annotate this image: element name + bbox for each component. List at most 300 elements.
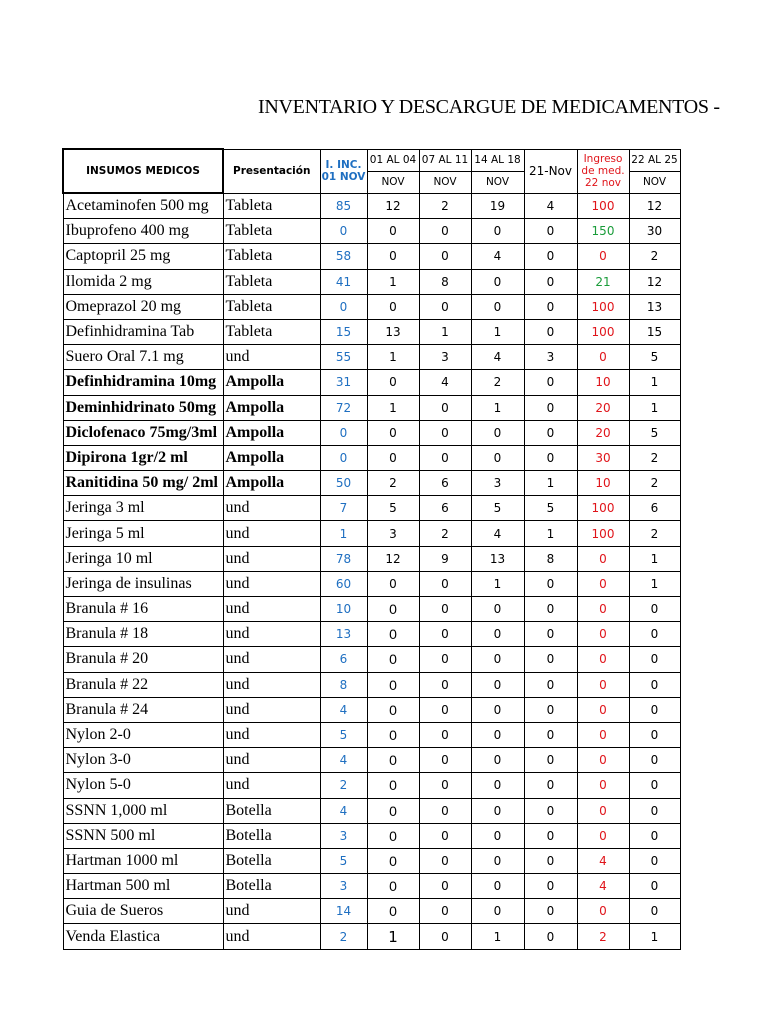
cell-pres: und — [223, 773, 320, 798]
table-body — [63, 193, 680, 949]
cell-p3: 0 — [471, 445, 524, 470]
cell-p2: 0 — [419, 571, 471, 596]
cell-p3: 0 — [471, 697, 524, 722]
cell-ingreso: 100 — [577, 294, 629, 319]
cell-nov21: 0 — [524, 899, 577, 924]
cell-name: Suero Oral 7.1 mg — [63, 345, 223, 370]
cell-p5: 0 — [629, 899, 680, 924]
cell-name: Branula # 20 — [63, 647, 223, 672]
cell-p3: 0 — [471, 773, 524, 798]
cell-nov21: 0 — [524, 244, 577, 269]
cell-p3: 5 — [471, 496, 524, 521]
cell-name: Dipirona 1gr/2 ml — [63, 445, 223, 470]
cell-pres: und — [223, 672, 320, 697]
table-row — [63, 445, 680, 470]
cell-p1: 0 — [367, 571, 419, 596]
cell-nov21: 0 — [524, 924, 577, 949]
cell-ingreso: 0 — [577, 546, 629, 571]
cell-p1: 0 — [367, 874, 419, 899]
cell-inc: 0 — [320, 445, 367, 470]
cell-p2: 1 — [419, 319, 471, 344]
table-row — [63, 546, 680, 571]
cell-inc: 15 — [320, 319, 367, 344]
cell-ingreso: 100 — [577, 521, 629, 546]
cell-inc: 3 — [320, 874, 367, 899]
cell-inc: 4 — [320, 798, 367, 823]
cell-nov21: 0 — [524, 219, 577, 244]
cell-p2: 0 — [419, 848, 471, 873]
cell-p5: 1 — [629, 546, 680, 571]
cell-ingreso: 0 — [577, 773, 629, 798]
cell-p3: 0 — [471, 848, 524, 873]
cell-inc: 50 — [320, 471, 367, 496]
cell-name: Branula # 24 — [63, 697, 223, 722]
cell-p3: 0 — [471, 874, 524, 899]
cell-nov21: 0 — [524, 445, 577, 470]
header-period-1: 01 AL 04 — [367, 149, 419, 171]
cell-pres: Tableta — [223, 294, 320, 319]
cell-nov21: 0 — [524, 395, 577, 420]
cell-ingreso: 0 — [577, 697, 629, 722]
table-row — [63, 395, 680, 420]
cell-ingreso: 21 — [577, 269, 629, 294]
cell-pres: Ampolla — [223, 471, 320, 496]
cell-p2: 2 — [419, 193, 471, 219]
table-row — [63, 672, 680, 697]
table-row — [63, 294, 680, 319]
cell-p1: 12 — [367, 193, 419, 219]
table-row — [63, 798, 680, 823]
cell-inc: 14 — [320, 899, 367, 924]
cell-ingreso: 10 — [577, 370, 629, 395]
cell-pres: Ampolla — [223, 395, 320, 420]
cell-pres: und — [223, 571, 320, 596]
table-row — [63, 697, 680, 722]
cell-p1: 1 — [367, 395, 419, 420]
cell-ingreso: 30 — [577, 445, 629, 470]
table-row — [63, 496, 680, 521]
cell-p2: 0 — [419, 798, 471, 823]
cell-nov21: 0 — [524, 647, 577, 672]
cell-name: Ibuprofeno 400 mg — [63, 219, 223, 244]
table-row — [63, 722, 680, 747]
cell-p2: 4 — [419, 370, 471, 395]
cell-name: SSNN 1,000 ml — [63, 798, 223, 823]
cell-nov21: 8 — [524, 546, 577, 571]
cell-name: Captopril 25 mg — [63, 244, 223, 269]
header-period-5: 22 AL 25 — [629, 149, 680, 171]
header-inc — [320, 149, 367, 193]
table-row — [63, 748, 680, 773]
cell-p1: 3 — [367, 521, 419, 546]
cell-ingreso: 0 — [577, 722, 629, 747]
cell-p1: 0 — [367, 899, 419, 924]
cell-p1: 2 — [367, 471, 419, 496]
cell-p5: 1 — [629, 395, 680, 420]
cell-p2: 0 — [419, 420, 471, 445]
cell-p1: 0 — [367, 773, 419, 798]
cell-pres: Tableta — [223, 244, 320, 269]
cell-p2: 6 — [419, 496, 471, 521]
cell-nov21: 0 — [524, 294, 577, 319]
header-ingreso — [577, 149, 629, 193]
cell-name: Omeprazol 20 mg — [63, 294, 223, 319]
cell-inc: 78 — [320, 546, 367, 571]
cell-pres: und — [223, 748, 320, 773]
cell-p2: 0 — [419, 722, 471, 747]
cell-inc: 85 — [320, 193, 367, 219]
cell-name: Branula # 22 — [63, 672, 223, 697]
cell-inc: 58 — [320, 244, 367, 269]
cell-p3: 2 — [471, 370, 524, 395]
cell-inc: 2 — [320, 924, 367, 949]
cell-p3: 13 — [471, 546, 524, 571]
cell-inc: 4 — [320, 697, 367, 722]
cell-p2: 0 — [419, 622, 471, 647]
page-title: INVENTARIO Y DESCARGUE DE MEDICAMENTOS - — [258, 96, 720, 118]
cell-inc: 60 — [320, 571, 367, 596]
cell-pres: Tableta — [223, 319, 320, 344]
cell-ingreso: 150 — [577, 219, 629, 244]
cell-ingreso: 0 — [577, 823, 629, 848]
table-row — [63, 471, 680, 496]
cell-pres: Ampolla — [223, 370, 320, 395]
cell-p5: 0 — [629, 798, 680, 823]
cell-p5: 0 — [629, 647, 680, 672]
table-row — [63, 622, 680, 647]
cell-name: Hartman 1000 ml — [63, 848, 223, 873]
cell-p3: 0 — [471, 672, 524, 697]
cell-p5: 30 — [629, 219, 680, 244]
cell-p2: 0 — [419, 219, 471, 244]
cell-name: Acetaminofen 500 mg — [63, 193, 223, 219]
cell-nov21: 0 — [524, 571, 577, 596]
table-row — [63, 244, 680, 269]
cell-p2: 9 — [419, 546, 471, 571]
cell-p2: 0 — [419, 597, 471, 622]
cell-p5: 1 — [629, 370, 680, 395]
cell-p2: 0 — [419, 773, 471, 798]
cell-ingreso: 0 — [577, 571, 629, 596]
table-row — [63, 269, 680, 294]
cell-name: Venda Elastica — [63, 924, 223, 949]
cell-inc: 72 — [320, 395, 367, 420]
cell-pres: Botella — [223, 823, 320, 848]
cell-pres: und — [223, 521, 320, 546]
cell-inc: 2 — [320, 773, 367, 798]
cell-nov21: 0 — [524, 722, 577, 747]
cell-ingreso: 100 — [577, 319, 629, 344]
cell-pres: und — [223, 924, 320, 949]
cell-p1: 0 — [367, 370, 419, 395]
cell-inc: 5 — [320, 848, 367, 873]
cell-p5: 0 — [629, 722, 680, 747]
cell-p3: 0 — [471, 823, 524, 848]
cell-ingreso: 0 — [577, 345, 629, 370]
cell-ingreso: 0 — [577, 748, 629, 773]
cell-name: Definhidramina Tab — [63, 319, 223, 344]
cell-p3: 19 — [471, 193, 524, 219]
cell-name: Nylon 5-0 — [63, 773, 223, 798]
cell-p2: 0 — [419, 294, 471, 319]
cell-inc: 31 — [320, 370, 367, 395]
cell-name: Diclofenaco 75mg/3ml — [63, 420, 223, 445]
cell-ingreso: 0 — [577, 622, 629, 647]
cell-p3: 0 — [471, 722, 524, 747]
cell-p1: 0 — [367, 672, 419, 697]
cell-p1: 0 — [367, 420, 419, 445]
cell-p5: 0 — [629, 597, 680, 622]
cell-nov21: 0 — [524, 319, 577, 344]
table-row — [63, 319, 680, 344]
cell-p2: 0 — [419, 874, 471, 899]
cell-p5: 2 — [629, 445, 680, 470]
header-period-5-month: NOV — [629, 171, 680, 193]
cell-pres: und — [223, 345, 320, 370]
cell-name: Jeringa 5 ml — [63, 521, 223, 546]
cell-pres: Tableta — [223, 193, 320, 219]
table-row — [63, 647, 680, 672]
cell-pres: Botella — [223, 848, 320, 873]
cell-nov21: 0 — [524, 773, 577, 798]
cell-p3: 0 — [471, 899, 524, 924]
cell-p1: 1 — [367, 924, 419, 949]
cell-p1: 0 — [367, 244, 419, 269]
cell-ingreso: 10 — [577, 471, 629, 496]
cell-nov21: 0 — [524, 370, 577, 395]
cell-inc: 4 — [320, 748, 367, 773]
cell-p2: 0 — [419, 697, 471, 722]
cell-pres: und — [223, 899, 320, 924]
header-ingreso-line1: Ingreso — [583, 153, 623, 165]
cell-p1: 0 — [367, 597, 419, 622]
cell-p1: 1 — [367, 345, 419, 370]
cell-p5: 5 — [629, 345, 680, 370]
cell-p3: 0 — [471, 420, 524, 445]
cell-inc: 0 — [320, 294, 367, 319]
cell-p5: 2 — [629, 244, 680, 269]
cell-p5: 0 — [629, 672, 680, 697]
cell-p2: 0 — [419, 924, 471, 949]
cell-name: Branula # 16 — [63, 597, 223, 622]
header-period-3: 14 AL 18 — [471, 149, 524, 171]
cell-inc: 3 — [320, 823, 367, 848]
cell-p5: 13 — [629, 294, 680, 319]
cell-ingreso: 0 — [577, 798, 629, 823]
cell-pres: und — [223, 546, 320, 571]
cell-p5: 2 — [629, 521, 680, 546]
cell-p3: 0 — [471, 597, 524, 622]
cell-p1: 13 — [367, 319, 419, 344]
cell-p5: 0 — [629, 697, 680, 722]
cell-p1: 0 — [367, 697, 419, 722]
cell-name: Jeringa de insulinas — [63, 571, 223, 596]
cell-name: Nylon 3-0 — [63, 748, 223, 773]
table-row — [63, 571, 680, 596]
table-row — [63, 597, 680, 622]
cell-inc: 7 — [320, 496, 367, 521]
cell-pres: Tableta — [223, 269, 320, 294]
cell-pres: und — [223, 647, 320, 672]
table-row — [63, 899, 680, 924]
cell-ingreso: 0 — [577, 244, 629, 269]
header-ingreso-line2: de med. — [581, 165, 625, 177]
header-period-1-month: NOV — [367, 171, 419, 193]
cell-p2: 0 — [419, 395, 471, 420]
header-presentacion: Presentación — [223, 149, 320, 193]
cell-p5: 1 — [629, 571, 680, 596]
cell-p5: 12 — [629, 269, 680, 294]
cell-inc: 1 — [320, 521, 367, 546]
cell-p3: 4 — [471, 521, 524, 546]
cell-ingreso: 20 — [577, 395, 629, 420]
cell-name: Nylon 2-0 — [63, 722, 223, 747]
cell-inc: 41 — [320, 269, 367, 294]
cell-p1: 0 — [367, 445, 419, 470]
table-row — [63, 219, 680, 244]
cell-p1: 0 — [367, 219, 419, 244]
cell-ingreso: 100 — [577, 193, 629, 219]
cell-p3: 0 — [471, 294, 524, 319]
header-insumos: INSUMOS MEDICOS — [63, 149, 223, 193]
cell-pres: Ampolla — [223, 445, 320, 470]
cell-p5: 6 — [629, 496, 680, 521]
cell-p3: 1 — [471, 319, 524, 344]
cell-name: SSNN 500 ml — [63, 823, 223, 848]
cell-name: Ranitidina 50 mg/ 2ml — [63, 471, 223, 496]
table-row — [63, 823, 680, 848]
cell-p2: 0 — [419, 823, 471, 848]
cell-nov21: 3 — [524, 345, 577, 370]
header-ingreso-line3: 22 nov — [585, 177, 621, 189]
cell-name: Definhidramina 10mg — [63, 370, 223, 395]
cell-p2: 0 — [419, 899, 471, 924]
table-row — [63, 521, 680, 546]
cell-name: Guia de Sueros — [63, 899, 223, 924]
cell-p3: 1 — [471, 924, 524, 949]
cell-nov21: 0 — [524, 269, 577, 294]
header-period-3-month: NOV — [471, 171, 524, 193]
cell-p3: 4 — [471, 345, 524, 370]
cell-p5: 0 — [629, 848, 680, 873]
cell-p2: 0 — [419, 445, 471, 470]
cell-p3: 0 — [471, 219, 524, 244]
cell-nov21: 0 — [524, 748, 577, 773]
table-row — [63, 420, 680, 445]
table-row — [63, 370, 680, 395]
cell-p1: 0 — [367, 622, 419, 647]
cell-p1: 0 — [367, 294, 419, 319]
cell-name: Jeringa 3 ml — [63, 496, 223, 521]
cell-p3: 1 — [471, 395, 524, 420]
cell-pres: und — [223, 597, 320, 622]
cell-nov21: 1 — [524, 471, 577, 496]
cell-p3: 1 — [471, 571, 524, 596]
cell-ingreso: 0 — [577, 899, 629, 924]
cell-nov21: 0 — [524, 848, 577, 873]
cell-ingreso: 4 — [577, 874, 629, 899]
cell-pres: Botella — [223, 798, 320, 823]
cell-p1: 0 — [367, 848, 419, 873]
header-21-nov: 21-Nov — [524, 149, 577, 193]
cell-p1: 12 — [367, 546, 419, 571]
cell-p3: 3 — [471, 471, 524, 496]
cell-ingreso: 100 — [577, 496, 629, 521]
table-row — [63, 773, 680, 798]
cell-ingreso: 0 — [577, 647, 629, 672]
cell-nov21: 4 — [524, 193, 577, 219]
cell-pres: Ampolla — [223, 420, 320, 445]
cell-nov21: 0 — [524, 874, 577, 899]
cell-ingreso: 0 — [577, 672, 629, 697]
cell-name: Ilomida 2 mg — [63, 269, 223, 294]
cell-nov21: 0 — [524, 697, 577, 722]
cell-inc: 55 — [320, 345, 367, 370]
cell-inc: 0 — [320, 219, 367, 244]
cell-nov21: 0 — [524, 672, 577, 697]
table-row — [63, 345, 680, 370]
cell-inc: 0 — [320, 420, 367, 445]
cell-name: Branula # 18 — [63, 622, 223, 647]
cell-nov21: 5 — [524, 496, 577, 521]
header-inc-line1: I. INC. — [325, 159, 362, 171]
cell-name: Deminhidrinato 50mg — [63, 395, 223, 420]
cell-p2: 0 — [419, 647, 471, 672]
cell-inc: 8 — [320, 672, 367, 697]
cell-p3: 0 — [471, 798, 524, 823]
cell-nov21: 0 — [524, 823, 577, 848]
cell-p1: 0 — [367, 798, 419, 823]
header-period-2-month: NOV — [419, 171, 471, 193]
cell-p2: 2 — [419, 521, 471, 546]
cell-p5: 2 — [629, 471, 680, 496]
cell-name: Jeringa 10 ml — [63, 546, 223, 571]
cell-p3: 4 — [471, 244, 524, 269]
cell-pres: und — [223, 622, 320, 647]
cell-p5: 5 — [629, 420, 680, 445]
cell-name: Hartman 500 ml — [63, 874, 223, 899]
cell-ingreso: 4 — [577, 848, 629, 873]
cell-nov21: 0 — [524, 420, 577, 445]
cell-p5: 0 — [629, 773, 680, 798]
cell-p2: 3 — [419, 345, 471, 370]
cell-p2: 6 — [419, 471, 471, 496]
cell-nov21: 0 — [524, 622, 577, 647]
cell-inc: 5 — [320, 722, 367, 747]
cell-pres: und — [223, 496, 320, 521]
cell-p5: 0 — [629, 823, 680, 848]
header-inc-line2: 01 NOV — [321, 171, 366, 183]
cell-nov21: 1 — [524, 521, 577, 546]
cell-p1: 0 — [367, 748, 419, 773]
cell-p2: 0 — [419, 748, 471, 773]
cell-inc: 13 — [320, 622, 367, 647]
cell-pres: Tableta — [223, 219, 320, 244]
cell-p1: 0 — [367, 722, 419, 747]
table-row — [63, 848, 680, 873]
cell-ingreso: 2 — [577, 924, 629, 949]
cell-p2: 0 — [419, 672, 471, 697]
cell-nov21: 0 — [524, 798, 577, 823]
cell-p2: 8 — [419, 269, 471, 294]
table-row — [63, 193, 680, 219]
cell-inc: 6 — [320, 647, 367, 672]
cell-p2: 0 — [419, 244, 471, 269]
cell-ingreso: 20 — [577, 420, 629, 445]
cell-ingreso: 0 — [577, 597, 629, 622]
cell-p5: 12 — [629, 193, 680, 219]
table-row — [63, 874, 680, 899]
